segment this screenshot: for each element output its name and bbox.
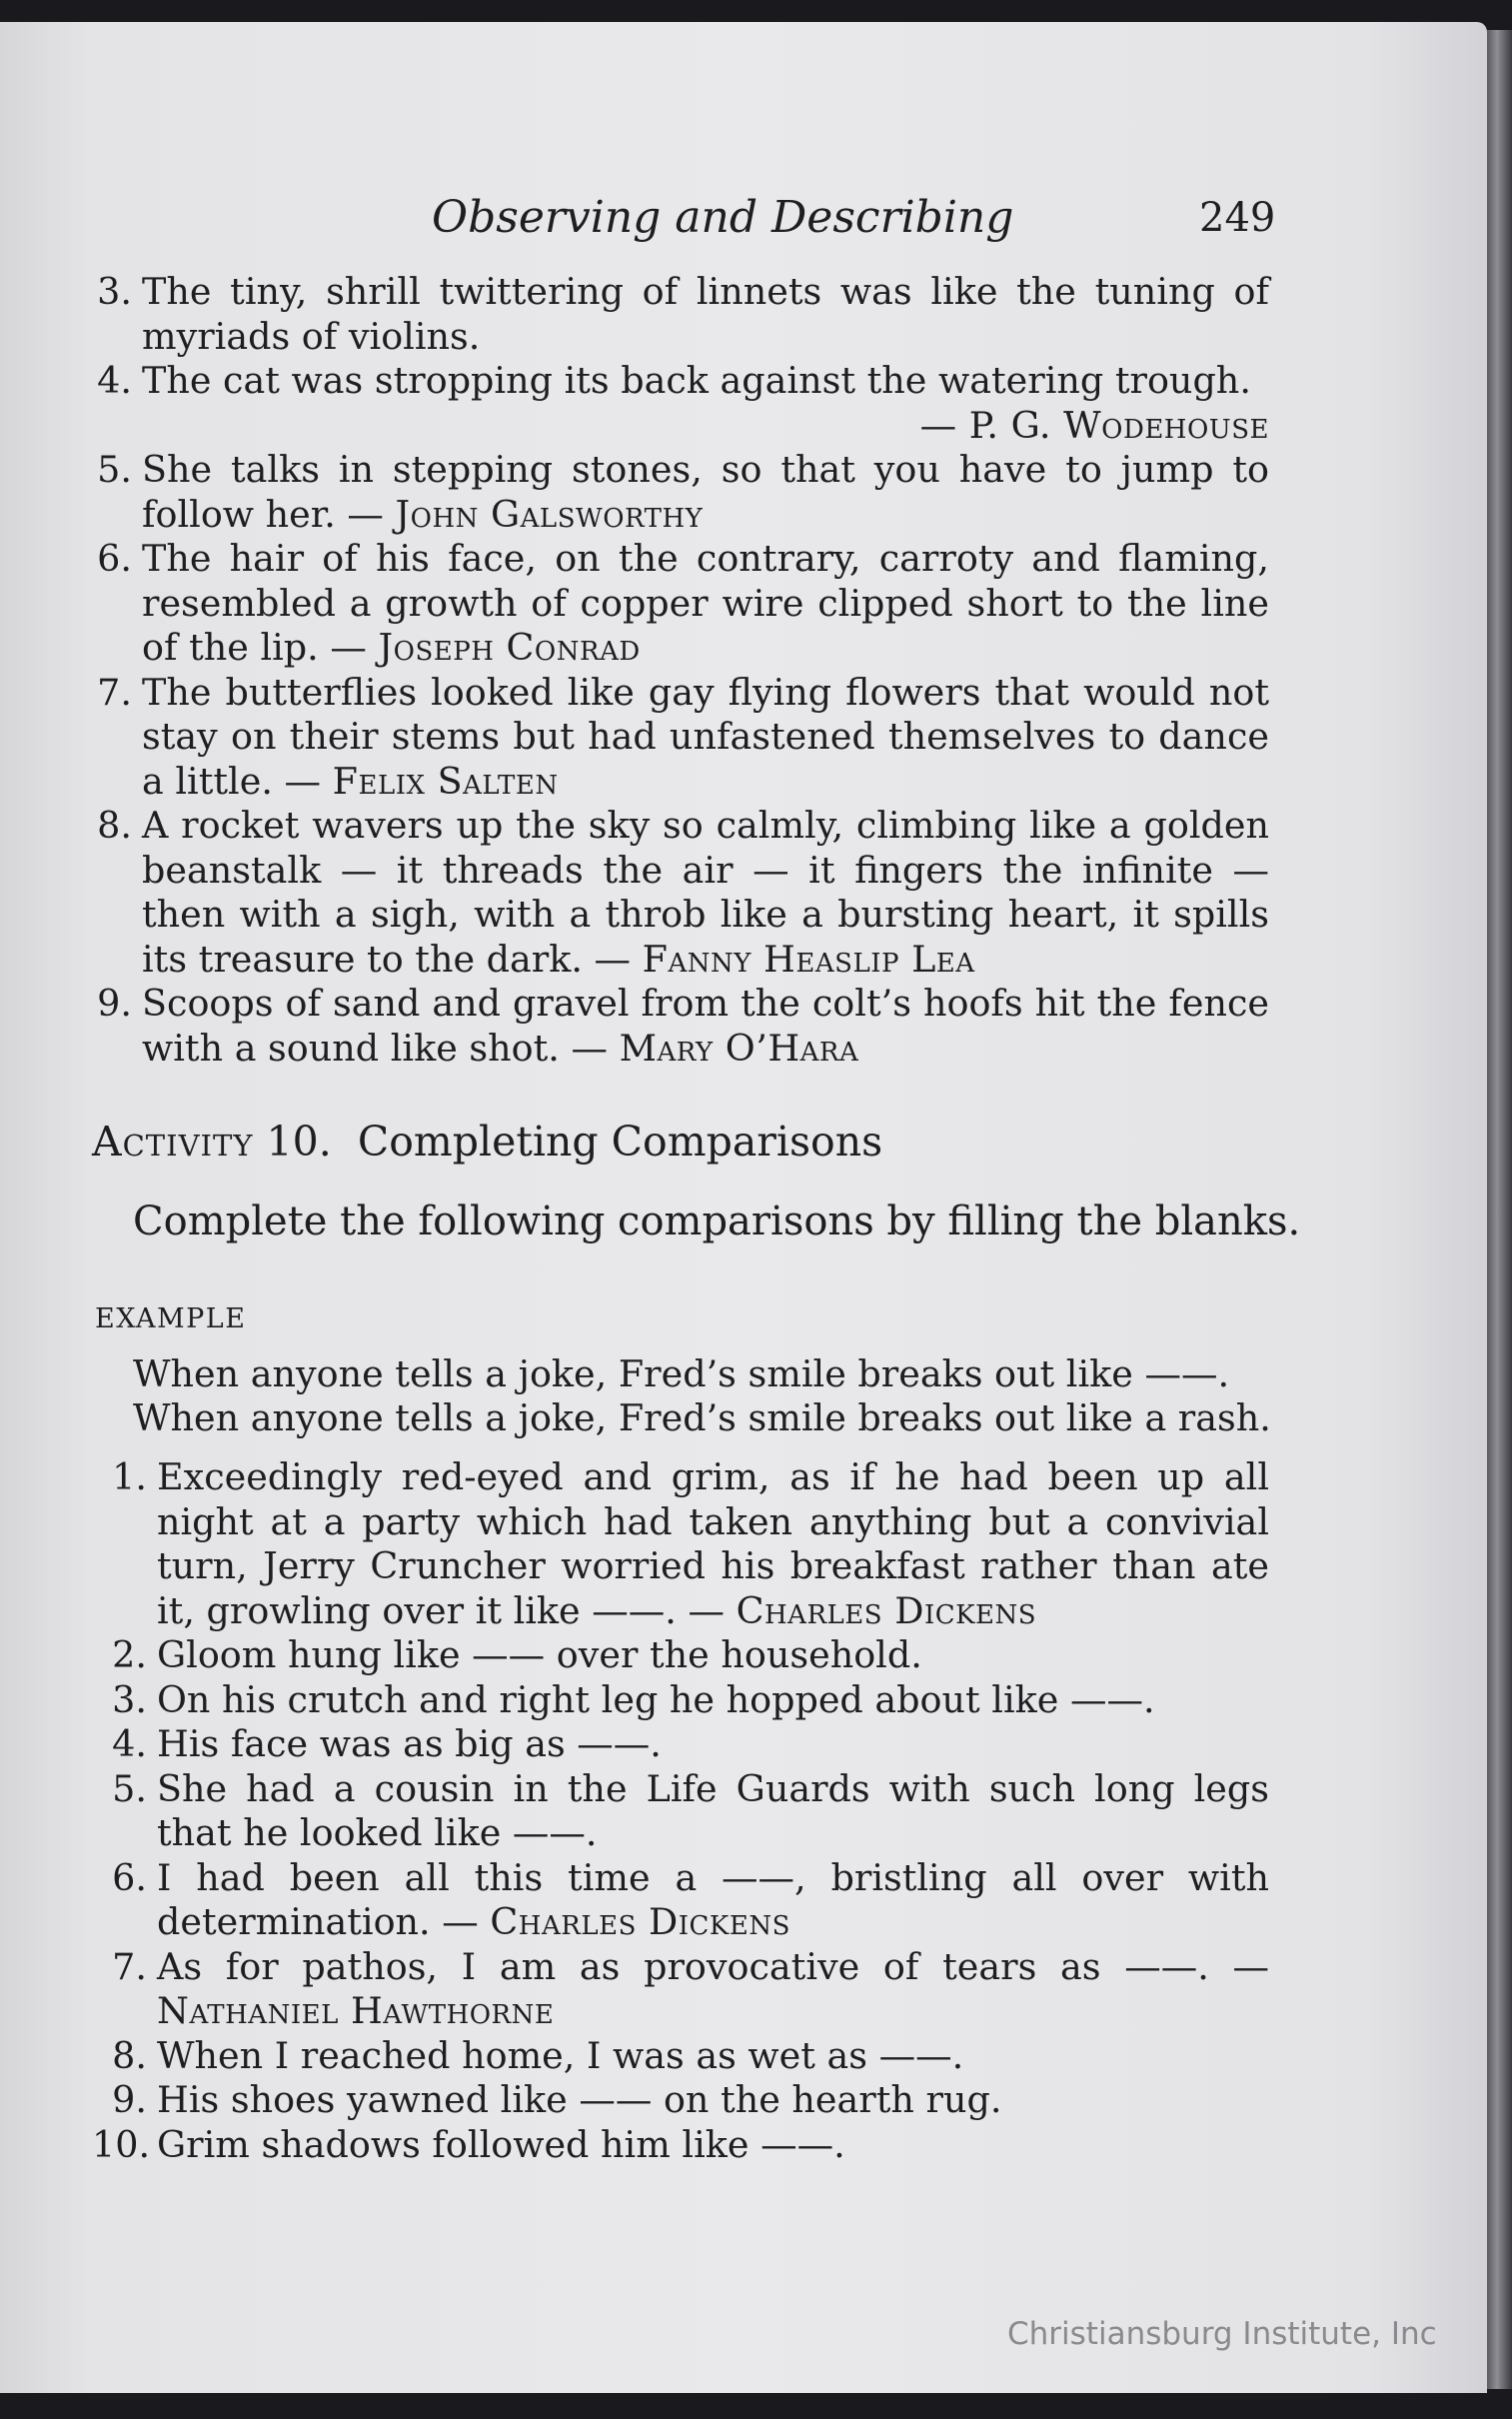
quote-author: Fanny Heaslip Lea: [642, 937, 975, 981]
quote-text: The tiny, shrill twittering of linnets was like the tuning of myriads of violins.: [142, 270, 1269, 358]
quote-item: [90, 671, 1269, 805]
exercise-item: [92, 1722, 1269, 1767]
exercise-item: [92, 2034, 1269, 2079]
activity-label: Activity: [92, 1118, 254, 1166]
quote-number: 8.: [97, 804, 132, 847]
exercise-text: She had a cousin in the Life Guards with such long legs that he looked like ——.: [157, 1766, 1269, 1854]
quote-author: — P. G. Wodehouse: [919, 403, 1269, 447]
book-page: [0, 22, 1487, 2393]
quote-text: The butterflies looked like gay flying flowers that would not stay on their stems but had unfastened themselves to dance a little. —: [142, 670, 1269, 803]
activity-heading: [92, 1114, 882, 1170]
exercise-text: When I reached home, I was as wet as ——.: [157, 2033, 964, 2077]
example-answer: When anyone tells a joke, Fred’s smile breaks out like a rash.: [133, 1396, 1271, 1439]
exercise-number: 5.: [112, 1766, 147, 1810]
exercise-number: 3.: [112, 1677, 147, 1721]
exercise-text: On his crutch and right leg he hopped about like ——.: [157, 1677, 1155, 1721]
quote-number: 5.: [97, 448, 132, 491]
activity-instruction: Complete the following comparisons by filling the blanks.: [133, 1199, 1301, 1244]
exercise-number: 6.: [112, 1855, 147, 1899]
example-label: EXAMPLE: [95, 1303, 247, 1334]
quote-item: [90, 537, 1269, 671]
activity-title: Completing Comparisons: [357, 1118, 883, 1166]
quote-text: A rocket wavers up the sky so calmly, climbing like a golden beanstalk — it threads the air — it fingers the infinite — then with a sigh, with a throb like a bursting heart, it spills its treasure to the dark. —: [142, 804, 1269, 981]
quote-text: Scoops of sand and gravel from the colt’s hoofs hit the fence with a sound like shot. —: [142, 982, 1269, 1070]
exercise-item: [92, 1455, 1269, 1633]
chapter-title: Observing and Describing: [432, 192, 1014, 243]
book-page-edge: [1487, 30, 1512, 2389]
exercise-item: [92, 2123, 1269, 2168]
exercise-item: [92, 1945, 1269, 2034]
quote-item: [90, 270, 1269, 359]
quote-text: She talks in stepping stones, so that you have to jump to follow her. —: [142, 448, 1269, 536]
exercise-number: 4.: [112, 1722, 147, 1765]
quote-item: [90, 982, 1269, 1071]
exercise-text: Grim shadows followed him like ——.: [157, 2122, 845, 2166]
quote-number: 6.: [97, 537, 132, 580]
quote-text: The cat was stropping its back against the watering trough.: [142, 359, 1251, 402]
watermark-credit: Christiansburg Institute, Inc: [1007, 2316, 1437, 2352]
quote-text: The hair of his face, on the contrary, carroty and flaming, resembled a growth of copper wire clipped short to the line of the lip. —: [142, 537, 1269, 669]
exercise-text: I had been all this time a ——, bristling all over with determination. —: [157, 1855, 1269, 1943]
exercise-number: 9.: [112, 2078, 147, 2121]
quote-number: 4.: [97, 359, 132, 402]
quote-item: [90, 804, 1269, 982]
exercise-author: Charles Dickens: [490, 1900, 790, 1943]
running-header: [0, 190, 1487, 246]
exercise-item: [92, 2078, 1269, 2123]
page-number: 249: [1199, 195, 1276, 241]
quote-author: Joseph Conrad: [378, 626, 641, 669]
exercise-item: [92, 1767, 1269, 1856]
exercise-text: His shoes yawned like —— on the hearth rug.: [157, 2078, 1002, 2121]
exercise-author: Charles Dickens: [736, 1588, 1037, 1632]
exercise-author: Nathaniel Hawthorne: [157, 1989, 555, 2032]
quote-number: 9.: [97, 982, 132, 1025]
exercise-number: 2.: [112, 1633, 147, 1676]
quote-number: 3.: [97, 270, 132, 313]
quote-author: Felix Salten: [332, 759, 559, 803]
exercise-text: As for pathos, I am as provocative of tears as ——. —: [157, 1944, 1269, 1988]
quote-list: [90, 270, 1269, 1071]
example-prompt: When anyone tells a joke, Fred’s smile breaks out like ——.: [133, 1352, 1230, 1395]
quote-author: John Galsworthy: [395, 492, 704, 536]
exercise-number: 8.: [112, 2033, 147, 2077]
exercise-text: Gloom hung like —— over the household.: [157, 1633, 922, 1676]
exercise-item: [92, 1856, 1269, 1945]
exercise-number: 1.: [112, 1455, 147, 1498]
quote-item: [90, 359, 1269, 448]
activity-number: 10.: [266, 1118, 332, 1166]
quote-item: [90, 448, 1269, 537]
quote-number: 7.: [97, 670, 132, 714]
quote-author: Mary O’Hara: [619, 1026, 859, 1070]
exercise-text: His face was as big as ——.: [157, 1722, 662, 1765]
exercise-item: [92, 1678, 1269, 1723]
exercise-number: 7.: [112, 1944, 147, 1988]
exercise-text: Exceedingly red-eyed and grim, as if he had been up all night at a party which had taken anything but a convivial turn, Jerry Cruncher worried his breakfast rather than ate it, growling over it like ——. —: [157, 1455, 1269, 1632]
exercise-number: 10.: [92, 2122, 151, 2166]
exercise-list: [92, 1455, 1269, 2167]
exercise-item: [92, 1633, 1269, 1678]
